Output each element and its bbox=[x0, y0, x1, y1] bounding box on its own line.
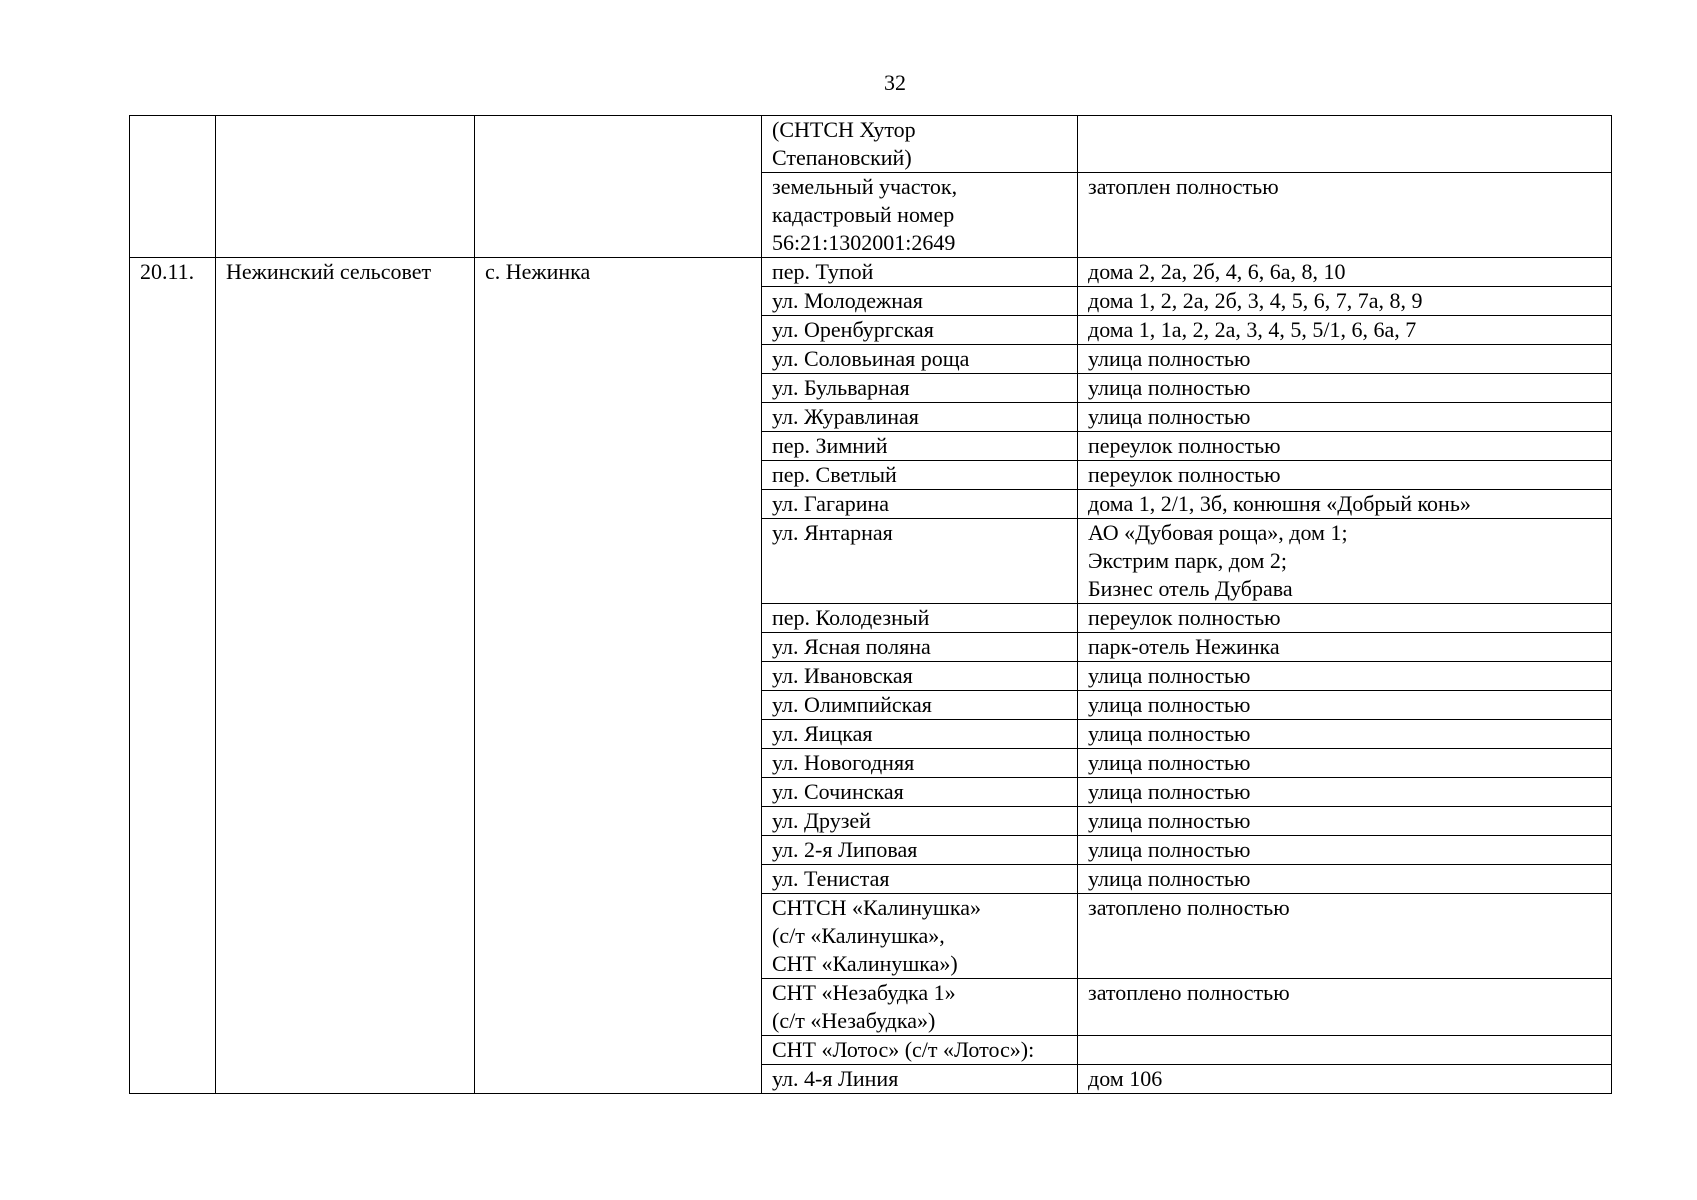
street-cell: ул. Олимпийская bbox=[762, 691, 1078, 720]
street-cell: пер. Светлый bbox=[762, 461, 1078, 490]
coverage-cell: переулок полностью bbox=[1078, 461, 1612, 490]
table-row bbox=[130, 116, 1612, 173]
flood-zone-table bbox=[129, 115, 1612, 1094]
coverage-cell: улица полностью bbox=[1078, 345, 1612, 374]
street-cell: ул. Ивановская bbox=[762, 662, 1078, 691]
coverage-cell: улица полностью bbox=[1078, 374, 1612, 403]
street-cell: ул. 4-я Линия bbox=[762, 1065, 1078, 1094]
coverage-cell: АО «Дубовая роща», дом 1; Экстрим парк, дом 2; Бизнес отель Дубрава bbox=[1078, 519, 1612, 604]
street-cell: ул. Соловьиная роща bbox=[762, 345, 1078, 374]
coverage-cell: улица полностью bbox=[1078, 807, 1612, 836]
street-cell: пер. Зимний bbox=[762, 432, 1078, 461]
settlement-cell: с. Нежинка bbox=[475, 258, 762, 1094]
coverage-cell: парк-отель Нежинка bbox=[1078, 633, 1612, 662]
table-row bbox=[130, 258, 1612, 287]
coverage-cell: переулок полностью bbox=[1078, 604, 1612, 633]
street-cell: земельный участок, кадастровый номер 56:21:1302001:2649 bbox=[762, 173, 1078, 258]
street-cell: ул. Новогодняя bbox=[762, 749, 1078, 778]
coverage-cell: дома 2, 2а, 2б, 4, 6, 6а, 8, 10 bbox=[1078, 258, 1612, 287]
street-cell: ул. Тенистая bbox=[762, 865, 1078, 894]
coverage-cell: дома 1, 1а, 2, 2а, 3, 4, 5, 5/1, 6, 6а, 7 bbox=[1078, 316, 1612, 345]
coverage-cell: дома 1, 2, 2а, 2б, 3, 4, 5, 6, 7, 7а, 8, 9 bbox=[1078, 287, 1612, 316]
coverage-cell: улица полностью bbox=[1078, 662, 1612, 691]
coverage-cell: дом 106 bbox=[1078, 1065, 1612, 1094]
coverage-cell: улица полностью bbox=[1078, 749, 1612, 778]
street-cell: ул. Друзей bbox=[762, 807, 1078, 836]
coverage-cell: улица полностью bbox=[1078, 836, 1612, 865]
street-cell: пер. Колодезный bbox=[762, 604, 1078, 633]
page-number: 32 bbox=[884, 70, 906, 95]
street-cell: пер. Тупой bbox=[762, 258, 1078, 287]
street-cell: (СНТСН Хутор Степановский) bbox=[762, 116, 1078, 173]
coverage-cell: дома 1, 2/1, 3б, конюшня «Добрый конь» bbox=[1078, 490, 1612, 519]
coverage-cell bbox=[1078, 116, 1612, 173]
number-cell-empty bbox=[130, 116, 216, 258]
street-cell: ул. Гагарина bbox=[762, 490, 1078, 519]
street-cell: ул. Бульварная bbox=[762, 374, 1078, 403]
coverage-cell bbox=[1078, 1036, 1612, 1065]
coverage-cell: улица полностью bbox=[1078, 691, 1612, 720]
street-cell: ул. Сочинская bbox=[762, 778, 1078, 807]
street-cell: СНТ «Лотос» (с/т «Лотос»): bbox=[762, 1036, 1078, 1065]
street-cell: ул. Янтарная bbox=[762, 519, 1078, 604]
coverage-cell: улица полностью bbox=[1078, 778, 1612, 807]
coverage-cell: затоплен полностью bbox=[1078, 173, 1612, 258]
coverage-cell: переулок полностью bbox=[1078, 432, 1612, 461]
street-cell: ул. 2-я Липовая bbox=[762, 836, 1078, 865]
settlement-cell-empty bbox=[475, 116, 762, 258]
council-cell: Нежинский сельсовет bbox=[216, 258, 475, 1094]
street-cell: СНТСН «Калинушка» (с/т «Калинушка», СНТ «Калинушка») bbox=[762, 894, 1078, 979]
street-cell: ул. Молодежная bbox=[762, 287, 1078, 316]
coverage-cell: затоплено полностью bbox=[1078, 979, 1612, 1036]
street-cell: ул. Оренбургская bbox=[762, 316, 1078, 345]
coverage-cell: улица полностью bbox=[1078, 403, 1612, 432]
street-cell: СНТ «Незабудка 1» (с/т «Незабудка») bbox=[762, 979, 1078, 1036]
coverage-cell: улица полностью bbox=[1078, 720, 1612, 749]
number-cell: 20.11. bbox=[130, 258, 216, 1094]
street-cell: ул. Яицкая bbox=[762, 720, 1078, 749]
coverage-cell: улица полностью bbox=[1078, 865, 1612, 894]
coverage-cell: затоплено полностью bbox=[1078, 894, 1612, 979]
street-cell: ул. Журавлиная bbox=[762, 403, 1078, 432]
street-cell: ул. Ясная поляна bbox=[762, 633, 1078, 662]
council-cell-empty bbox=[216, 116, 475, 258]
